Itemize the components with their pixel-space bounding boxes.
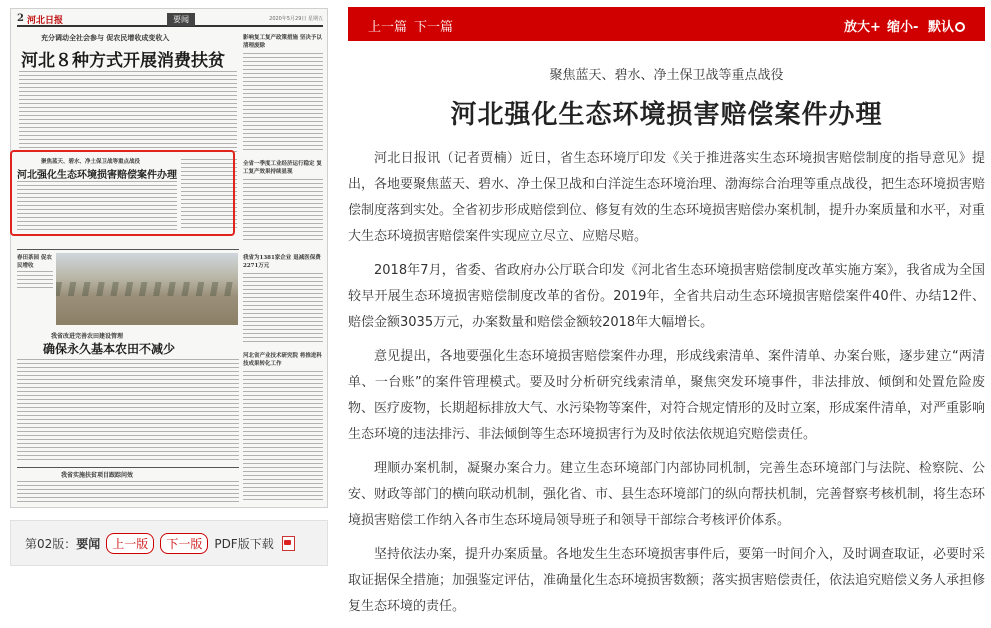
lower-story-text [17, 359, 239, 463]
top-right-story-block [243, 33, 325, 49]
newspaper-panel [0, 0, 338, 568]
article-paragraph: 2018年7月，省委、省政府办公厅联合印发《河北省生态环境损害赔偿制度改革实施方案》，我省成为全国较早开展生态环境损害赔偿制度改革的省份。2019年，全省共启动生态环境损害赔偿案件40件、办结12件、赔偿金额3035万元，办案数量和赔偿金额较2018年大幅增长。 [348, 263, 985, 330]
right-small-story-1-title: 我省为1381家企业 退减医保费2271万元 [243, 255, 321, 269]
highlight-story-title: 河北强化生态环境损害赔偿案件办理 [17, 170, 177, 181]
photo-caption: 春田茶园 促农民增收 [17, 255, 52, 269]
newspaper-logo: 河北日报 [27, 16, 64, 26]
lead-story-kicker-block [41, 33, 169, 43]
prev-article-link[interactable]: 上一篇 [368, 20, 408, 35]
newspaper-date: 2020年5月29日 星期五 [269, 16, 323, 22]
news-photo [56, 253, 238, 325]
article-paragraph: 理顺办案机制，凝聚办案合力。建立生态环境部门内部协同机制，完善生态环境部门与法院、检察院、公安、财政等部门的横向联动机制，强化省、市、县生态环境部门的纵向帮扶机制，完善督察考核机制，将生态环境损害赔偿工作纳入各市生态环境局领导班子和领导干部综合考核评价体系。 [348, 461, 986, 528]
current-article-highlight[interactable] [10, 150, 235, 236]
page-label [25, 535, 100, 552]
article-paragraph: 意见提出，各地要强化生态环境损害赔偿案件办理，形成线索清单、案件清单、办案台账，逐步建立“两清单、一台账”的案件管理模式。要及时分析研究线索清单，聚焦突发环境事件，非法排放、倾倒和处置危险废物、医疗废物，长期超标排放大气、水污染物等案件，对符合规定情形的及时立案，形成案件清单，对严重影响生态环境的违法排污、非法倾倒等生态环境损害行为及时依法依规追究赔偿责任。 [348, 349, 986, 442]
zoom-out-button[interactable]: 缩小- [887, 20, 919, 35]
article-paragraph: 坚持依法办案，提升办案质量。各地发生生态环境损害事件后，要第一时间介入，及时调查取证，必要时采取证据保全措施；加强鉴定评估，准确量化生态环境损害数额；落实损害赔偿责任，依法追究赔偿义务人承担修复生态环境的责任。 [348, 547, 986, 614]
pdf-icon[interactable] [282, 536, 294, 550]
newspaper-page-number: 2 [17, 13, 24, 24]
newspaper-masthead [17, 13, 323, 27]
lower-story-kicker-block [51, 331, 123, 340]
photo-caption-block [17, 253, 53, 269]
article-title: 河北强化生态环境损害赔偿案件办理 [450, 100, 883, 130]
right-small-story-1-text [243, 273, 323, 345]
highlight-story-kicker: 聚焦蓝天、碧水、净土保卫战等重点战役 [41, 159, 141, 165]
article-toolbar [348, 7, 985, 41]
pdf-download-link[interactable]: PDF版下载 [214, 536, 274, 551]
article-subtitle: 聚焦蓝天、碧水、净土保卫战等重点战役 [549, 68, 784, 83]
lead-story-text [19, 71, 237, 153]
lower-story-title-block [43, 340, 175, 357]
lead-story-title-block [21, 46, 225, 71]
newspaper-page-thumbnail[interactable] [10, 8, 328, 508]
page-label-name: 要闻 [76, 536, 101, 551]
mid-right-story-title: 全省一季度工业经济运行稳定 复工复产效果持续显现 [243, 161, 322, 175]
right-small-story-2-block [243, 351, 323, 367]
footer-story-block [61, 470, 133, 479]
top-right-story-text [243, 53, 323, 153]
article-paragraph: 河北日报讯（记者贾楠）近日，省生态环境厅印发《关于推进落实生态环境损害赔偿制度的指导意见》提出，各地要聚焦蓝天、碧水、净土保卫战和白洋淀生态环境治理、渤海综合治理等重点战役，把生态环境损害赔偿制度落到实处。全省初步形成赔偿到位、修复有效的生态环境损害赔偿办案机制，提升办案质量和水平，对重大生态环境损害赔偿案件实现应立尽立、应赔尽赔。 [348, 151, 986, 244]
newspaper-section-tag: 要闻 [167, 13, 195, 26]
lead-story-kicker: 充分调动全社会参与 促农民增收成变收入 [41, 33, 170, 42]
right-small-story-2-title: 河北省产业技术研究院 将推进科技成果转化工作 [243, 353, 322, 367]
lower-story-title: 确保永久基本农田不减少 [43, 342, 176, 356]
reset-circle-icon [955, 22, 965, 32]
photo-caption-text [17, 271, 53, 289]
top-right-story-title: 影响复工复产政策措施 坚决予以清理废除 [243, 35, 322, 49]
footer-divider [17, 467, 239, 468]
zoom-reset-button[interactable] [928, 16, 965, 35]
zoom-reset-label: 默认 [928, 20, 955, 35]
zoom-in-button[interactable]: 放大+ [844, 20, 881, 35]
mid-right-story-text [243, 179, 323, 241]
right-small-story-2-text [243, 371, 323, 503]
page-label-prefix: 第02版： [25, 536, 77, 551]
lower-story-kicker: 我省改进完善农田建设管理 [51, 333, 124, 340]
section-divider [17, 249, 239, 250]
lead-story-title: 河北８种方式开展消费扶贫 [21, 51, 225, 71]
next-article-link[interactable]: 下一篇 [414, 20, 454, 35]
prev-page-button[interactable]: 上一版 [106, 533, 154, 554]
mid-right-story-block [243, 159, 323, 175]
footer-story-text [17, 481, 239, 505]
right-small-story-1-block [243, 253, 323, 269]
page-navigation-bar [10, 520, 328, 566]
article-panel [348, 0, 991, 614]
footer-story-title: 我省实施扶贫项目跟踪问效 [61, 472, 134, 479]
next-page-button[interactable]: 下一版 [160, 533, 208, 554]
article-body [348, 146, 985, 628]
